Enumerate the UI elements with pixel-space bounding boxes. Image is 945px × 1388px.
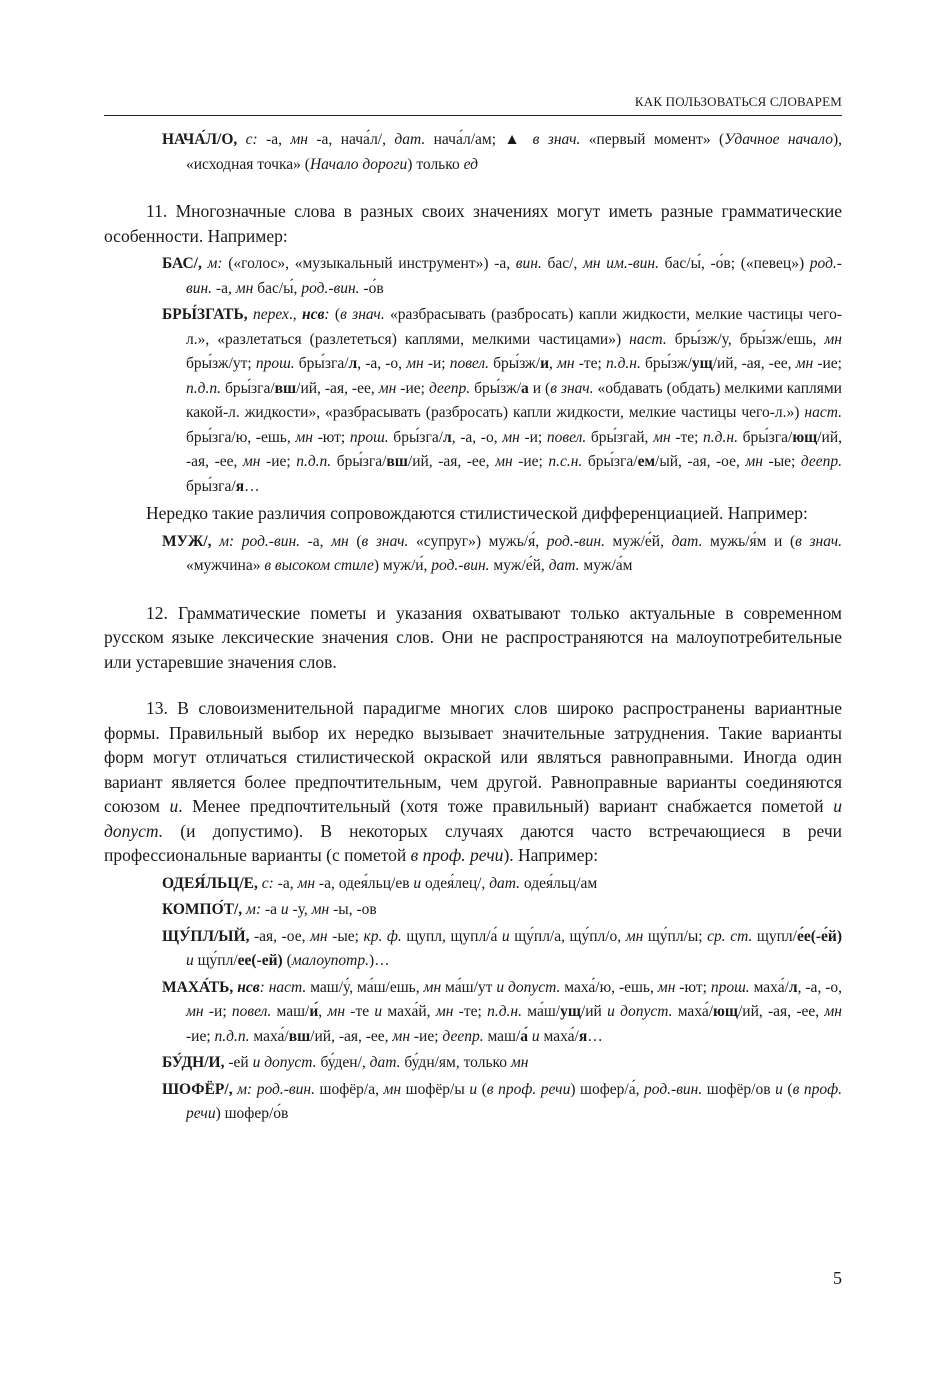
shchuply-segment: мн [310, 927, 328, 945]
kompot-segment: КОМПО́Т/, [162, 901, 243, 918]
makhat-segment: а́ [520, 1027, 529, 1045]
kompot-segment: -у, [288, 901, 312, 918]
makhat-segment: … [587, 1027, 603, 1045]
muzh-segment: мужь/я́м и ( [702, 532, 796, 550]
muzh-segment: муж/е́й, [604, 532, 672, 550]
bas-segment: мн [235, 279, 254, 297]
paragraph-13-part-d: и допуст. [104, 796, 842, 841]
bryzgat-segment: бры́зж/у, бры́зж/ешь, [666, 330, 825, 348]
makhat-segment: маш/у́, ма́ш/ешь, [306, 978, 424, 996]
bryzgat-segment: п.с.н. [548, 453, 583, 470]
shchuply-segment: щу́пл/ы; [643, 927, 708, 945]
nachalo-segment: ед [463, 155, 478, 173]
dictionary-entry-budni [104, 1051, 842, 1076]
nachalo-segment: с: [245, 131, 258, 148]
makhat-segment: -ют; [675, 978, 711, 996]
nachalo-segment [237, 131, 245, 148]
makhat-segment: -ие; [410, 1027, 443, 1045]
bryzgat-segment: мн [495, 453, 513, 470]
bryzgat-segment: ющ [792, 428, 818, 446]
nachalo-segment: -а, [257, 131, 291, 148]
makhat-segment: /ий, -ая, -ее, [310, 1027, 393, 1045]
muzh-segment: дат. [548, 557, 580, 574]
muzh-segment: муж/е́й, [489, 557, 549, 574]
bryzgat-segment: ., [288, 306, 302, 323]
makhat-segment: повел. [231, 1003, 272, 1020]
makhat-segment: маха́й, [382, 1003, 436, 1020]
bryzgat-segment: мн [242, 453, 261, 470]
bryzgat-segment: наст. [629, 330, 667, 348]
shchuply-segment: -ая, -ое, [249, 927, 311, 945]
makhat-segment: деепр. [442, 1027, 484, 1045]
bryzgat-segment: мн [745, 453, 763, 470]
dictionary-entry-nachalo [104, 128, 842, 177]
shchuply-segment: и [186, 952, 194, 969]
makhat-segment: п.д.п. [214, 1027, 250, 1045]
bryzgat-segment: ущ [691, 355, 713, 372]
kompot-segment: и [280, 901, 289, 918]
shofer-segment: ) шофер/о́в [215, 1105, 289, 1122]
bryzgat-segment: -ие; [813, 355, 842, 372]
bryzgat-segment: бры́зга/ [331, 453, 387, 470]
bas-segment: («голос», «музыкальный инструмент») -а, [222, 255, 516, 272]
bas-segment: -о́в [359, 279, 384, 297]
bryzgat-segment: мн [406, 355, 424, 372]
odeyaltse-segment: ОДЕЯ́ЛЬЦ/Е, [162, 874, 258, 892]
shchuply-segment: щупл, щупл/а́ [401, 927, 502, 945]
muzh-segment: мн [331, 532, 349, 550]
bryzgat-segment: БРЫ́ЗГАТЬ, [162, 306, 248, 323]
makhat-segment: п.д.н. [487, 1003, 522, 1020]
bryzgat-segment: вш [274, 379, 297, 397]
makhat-segment: ущ [560, 1003, 581, 1020]
bas-segment: БАС/, [162, 255, 202, 272]
bryzgat-segment: в знач. [340, 306, 385, 323]
makhat-segment: мн [186, 1003, 204, 1020]
bas-segment: род.-вин. [186, 255, 842, 297]
bryzgat-segment: , [549, 355, 557, 372]
shofer-segment: ( [782, 1080, 793, 1098]
bryzgat-segment: -ие; [512, 453, 549, 470]
muzh-segment [212, 533, 220, 550]
shchuply-segment: мн [625, 927, 644, 945]
makhat-segment: и [374, 1003, 383, 1020]
shofer-segment: в проф. речи [186, 1080, 842, 1122]
dictionary-entry-shofer [104, 1078, 842, 1127]
shofer-segment: и [775, 1080, 783, 1098]
odeyaltse-segment: и [413, 874, 422, 892]
bryzgat-segment: п.д.н. [605, 355, 641, 372]
nachalo-segment: Начало дороги [309, 155, 408, 173]
makhat-segment: МАХА́ТЬ, [162, 978, 234, 996]
dictionary-entry-bas [104, 252, 842, 301]
bryzgat-segment: мн [653, 428, 671, 446]
odeyaltse-segment: одея́лец/, [421, 874, 490, 892]
bryzgat-segment: /ий, -ая, -ее, [712, 355, 796, 372]
paragraph-13-part-a: 13. В словоизменительной парадигме многих слов широко распространены вариантные формы. Правильный выбор их нередко вызывает значительные затруднения. Такие варианты форм могут отличаться стилистической окраской или являться равноправными. Иногда один вариант является более предпочтительным, чем другой. Равноправные варианты соединяются союзом [104, 698, 842, 816]
running-header-title: КАК ПОЛЬЗОВАТЬСЯ СЛОВАРЕМ [634, 94, 842, 109]
makhat-segment: мн [392, 1027, 411, 1045]
nachalo-segment: дат. [394, 131, 426, 148]
bryzgat-segment: я [235, 477, 245, 495]
shofer-segment: мн [383, 1080, 402, 1098]
makhat-segment: маха́/ [672, 1003, 714, 1020]
bryzgat-segment: а [521, 379, 529, 397]
bryzgat-segment: бры́зга/ [186, 477, 236, 495]
makhat-segment: -те; [453, 1003, 488, 1020]
bryzgat-segment: бры́зга/ [737, 428, 793, 446]
budni-segment: мн [510, 1054, 529, 1071]
bryzgat-segment: в знач. [550, 379, 594, 397]
muzh-segment: дат. [671, 532, 703, 550]
bryzgat-segment: мн [502, 428, 520, 446]
makhat-segment: ма́ш/ [521, 1003, 561, 1020]
paragraph-13-part-g: ). Например: [503, 845, 599, 865]
bryzgat-segment: вш [386, 453, 408, 470]
bryzgat-segment: и [540, 355, 550, 372]
muzh-segment: род.-вин. [546, 532, 605, 550]
paragraph-13 [104, 696, 842, 868]
bryzgat-segment: прош. [349, 428, 389, 446]
makhat-segment: -те [345, 1003, 375, 1020]
nachalo-segment: в знач. [532, 131, 581, 148]
muzh-segment: «мужчина» [186, 557, 265, 574]
makhat-segment: , -а, -о, [797, 978, 843, 996]
bryzgat-segment: -ют; [312, 428, 350, 446]
dictionary-entry-odeyaltse [104, 872, 842, 897]
shchuply-segment: ЩУ́ПЛ/ЫЙ, [162, 927, 250, 945]
paragraph-13-part-b: и [169, 796, 179, 816]
dictionary-entry-shchuply [104, 925, 842, 974]
bryzgat-segment: п.д.п. [186, 379, 221, 397]
kompot-segment: -ы, -ов [329, 901, 377, 918]
bryzgat-segment: -ие; [260, 453, 297, 470]
bryzgat-segment: бры́зга/ [220, 379, 275, 397]
shchuply-segment: е́е(-е́й) [796, 927, 842, 945]
paragraph-stylistic-note: Нередко такие различия сопровождаются стилистической дифференциацией. Например: [146, 503, 808, 523]
bryzgat-segment: бры́зж/ [489, 355, 541, 372]
makhat-segment: мн [657, 978, 676, 996]
bryzgat-segment: бры́зж/ [640, 355, 692, 372]
nachalo-segment: нача́л/ам; ▲ [425, 131, 533, 148]
shchuply-segment: ср. ст. [707, 927, 753, 945]
muzh-segment: м: род.-вин. [219, 532, 301, 550]
bas-segment: род.-вин. [301, 279, 360, 297]
shofer-segment: ( [477, 1080, 487, 1098]
muzh-segment: в знач. [361, 532, 409, 550]
dictionary-entry-muzh [104, 530, 842, 579]
bryzgat-segment: бры́зга/ [388, 428, 444, 446]
kompot-segment: м: [246, 901, 262, 918]
paragraph-13-part-e: (и допустимо). В некоторых случаях даются часто встречающиеся в речи профессиональные варианты (с пометой [104, 820, 842, 865]
muzh-segment: ( [348, 532, 362, 550]
shchuply-segment: ее(-ей) [237, 952, 283, 969]
shofer-segment: род.-вин. [644, 1080, 703, 1098]
bryzgat-segment: -те; [670, 428, 704, 446]
nachalo-segment: мн [290, 131, 308, 148]
bas-segment: бас/ы́, -о́в; («певец») [658, 255, 810, 272]
muzh-segment: ) муж/и́, [373, 557, 432, 574]
shofer-segment: шофёр/ов [702, 1080, 776, 1098]
bryzgat-segment: мн [557, 355, 575, 372]
makhat-segment: : наст. [259, 978, 307, 996]
budni-segment: -ей [224, 1054, 253, 1071]
bryzgat-segment: прош. [255, 355, 295, 372]
page-body [104, 128, 842, 1129]
shchuply-segment: щу́пл/ [193, 952, 238, 969]
makhat-segment: и допуст. [496, 978, 561, 996]
bryzgat-segment: мн [378, 379, 397, 397]
bryzgat-segment: мн [824, 330, 842, 348]
makhat-segment: и допуст. [607, 1003, 673, 1020]
page-number: 5 [833, 1268, 842, 1288]
bryzgat-segment: бры́згай, [586, 428, 654, 446]
budni-segment: дат. [369, 1054, 401, 1071]
bas-segment: бас/, [541, 255, 583, 272]
budni-segment: бу́ден/, [316, 1054, 370, 1071]
nachalo-segment: НАЧА́Л/О, [162, 131, 238, 148]
nachalo-segment: ), «исходная точка» ( [186, 131, 842, 173]
odeyaltse-segment: мн [297, 874, 316, 892]
budni-segment: БУ́ДН/И, [162, 1054, 225, 1071]
running-header [104, 94, 842, 116]
dictionary-entry-bryzgat [104, 303, 842, 499]
muzh-segment: -а, [300, 532, 332, 550]
odeyaltse-segment: одея́льц/ам [520, 874, 598, 892]
bryzgat-segment: : [324, 306, 330, 323]
bas-segment: мн им.-вин. [582, 255, 659, 272]
bryzgat-segment: перех [252, 306, 289, 323]
bryzgat-segment: -те; [574, 355, 606, 372]
budni-segment: бу́дн/ям, только [400, 1054, 511, 1071]
odeyaltse-segment: дат. [489, 874, 521, 892]
makhat-segment: мн [327, 1003, 346, 1020]
shofer-segment: шофёр/а, [314, 1080, 384, 1098]
bryzgat-segment: л [443, 428, 452, 446]
bas-segment: вин. [515, 255, 542, 272]
makhat-segment: -и; [203, 1003, 232, 1020]
bryzgat-segment: /ый, -ая, -ое, [655, 453, 746, 470]
bryzgat-segment: -и; [519, 428, 547, 446]
dictionary-entry-makhat [104, 976, 842, 1050]
bryzgat-segment: ( [329, 306, 341, 323]
makhat-segment: маш/ [271, 1003, 310, 1020]
bryzgat-segment: ем [637, 453, 656, 470]
odeyaltse-segment: -а, одея́льц/ев [315, 874, 414, 892]
bryzgat-segment: -ые; [763, 453, 801, 470]
makhat-segment: /ий [580, 1003, 608, 1020]
makhat-segment: /ий, -ая, -ее, [737, 1003, 825, 1020]
muzh-segment: «супруг») мужь/я́, [408, 532, 547, 550]
bryzgat-segment: -и; [423, 355, 450, 372]
bryzgat-segment: «обдавать (обдать) мелкими каплями какой-л. жидкости», «разбрасывать (разбросать) капли жидкости, мелкие частицы чего-л.») [186, 379, 842, 421]
kompot-segment: -а [261, 901, 281, 918]
bryzgat-segment: повел. [449, 355, 490, 372]
bryzgat-segment: и ( [528, 379, 551, 397]
bryzgat-segment: повел. [546, 428, 587, 446]
nachalo-segment: Удачное начало [724, 131, 833, 148]
makhat-segment: и [531, 1027, 540, 1045]
shchuply-segment: -ые; [327, 927, 364, 945]
bas-segment: м: [207, 255, 223, 272]
makhat-segment: вш [288, 1027, 311, 1045]
makhat-segment: ма́ш/ут [441, 978, 497, 996]
bryzgat-segment: мн [295, 428, 313, 446]
nachalo-segment: «первый момент» ( [580, 131, 725, 148]
bryzgat-segment: бры́зга/ [582, 453, 638, 470]
shofer-segment: шофёр/ы [401, 1080, 470, 1098]
makhat-segment: маха́/ [539, 1027, 579, 1045]
makhat-segment: ющ [713, 1003, 738, 1020]
shchuply-segment: малоупотр. [291, 952, 369, 969]
bas-segment: бас/ы́, [253, 279, 302, 297]
makhat-segment: л [788, 978, 798, 996]
muzh-segment: МУЖ/, [162, 532, 212, 550]
bryzgat-segment: , -а, -о, [357, 355, 407, 372]
shchuply-segment: кр. ф. [363, 927, 402, 945]
odeyaltse-segment: с: [261, 874, 274, 892]
muzh-segment: в знач. [795, 532, 843, 550]
makhat-segment: я [578, 1027, 588, 1045]
muzh-segment: муж/а́м [579, 557, 633, 574]
bryzgat-segment: бры́зга/ [294, 355, 349, 372]
bryzgat-segment: , -а, -о, [451, 428, 503, 446]
bryzgat-segment: наст. [804, 404, 842, 421]
makhat-segment: мн [824, 1003, 842, 1020]
makhat-segment: нсв [237, 978, 260, 996]
paragraph-11: 11. Многозначные слова в разных своих значениях могут иметь разные грамматические особенности. Например: [104, 201, 842, 246]
shofer-segment: м: род.-вин. [237, 1080, 315, 1098]
shchuply-segment: щу́пл/а, щу́пл/о, [509, 927, 626, 945]
makhat-segment: маха́/ю, -ешь, [560, 978, 658, 996]
bryzgat-segment: деепр. [428, 379, 471, 397]
makhat-segment: мн [423, 978, 442, 996]
shchuply-segment: и [501, 927, 510, 945]
makhat-segment: мн [435, 1003, 454, 1020]
bryzgat-segment: л [348, 355, 358, 372]
dictionary-entry-kompot [104, 898, 842, 923]
kompot-segment: мн [311, 901, 330, 918]
makhat-segment: , [318, 1003, 328, 1020]
makhat-segment: прош. [710, 978, 750, 996]
bryzgat-segment: нсв [301, 306, 325, 323]
bryzgat-segment: бры́зж/ут; [186, 355, 256, 372]
makhat-segment: маха́/ [749, 978, 789, 996]
shofer-segment: в проф. речи [486, 1080, 571, 1098]
bryzgat-segment: /ий, -ая, -ее, [407, 453, 496, 470]
bryzgat-segment: мн [795, 355, 814, 372]
bas-segment: -а, [212, 279, 236, 297]
bryzgat-segment: бры́зж/ [470, 379, 522, 397]
paragraph-12: 12. Грамматические пометы и указания охватывают только актуальные в современном русском языке лексические значения слов. Они не распространяются на малоупотребительные или устаревшие значения слов. [104, 602, 842, 672]
shofer-segment: ШОФЁР/, [162, 1080, 233, 1098]
shofer-segment: и [469, 1080, 478, 1098]
bryzgat-segment: бры́зга/ю, -ешь, [186, 428, 296, 446]
bryzgat-segment: «разбрасывать (разбросать) капли жидкости, мелкие частицы чего-л.», «разлетаться (разлететься) каплями, мелкими частицами») [186, 306, 842, 348]
paragraph-13-part-c: . Менее предпочтительный (хотя тоже правильный) вариант снабжается пометой [178, 796, 834, 816]
shchuply-segment: щупл/ [752, 927, 797, 945]
bryzgat-segment: -ие; [396, 379, 429, 397]
muzh-segment: род.-вин. [431, 557, 490, 574]
makhat-segment: маш/ [483, 1027, 521, 1045]
makhat-segment: и́ [309, 1003, 319, 1020]
nachalo-segment: -а, нача́л/, [308, 131, 395, 148]
shchuply-segment: ( [282, 952, 292, 969]
bryzgat-segment: … [244, 477, 260, 495]
odeyaltse-segment: -а, [273, 874, 298, 892]
bryzgat-segment: деепр. [800, 453, 842, 470]
makhat-segment: -ие; [186, 1027, 215, 1045]
bryzgat-segment: /ий, -ая, -ее, [186, 428, 843, 470]
bryzgat-segment: п.д.н. [703, 428, 738, 446]
shchuply-segment: )… [369, 952, 390, 969]
muzh-segment: в высоком стиле [264, 557, 374, 574]
budni-segment: и допуст. [252, 1054, 317, 1071]
paragraph-13-part-f: в проф. речи [410, 845, 504, 865]
shofer-segment: ) шофер/а́, [570, 1080, 645, 1098]
makhat-segment: маха́/ [249, 1027, 289, 1045]
nachalo-segment: ) только [407, 155, 464, 173]
bryzgat-segment: п.д.п. [296, 453, 332, 470]
bryzgat-segment: /ий, -ая, -ее, [296, 379, 379, 397]
